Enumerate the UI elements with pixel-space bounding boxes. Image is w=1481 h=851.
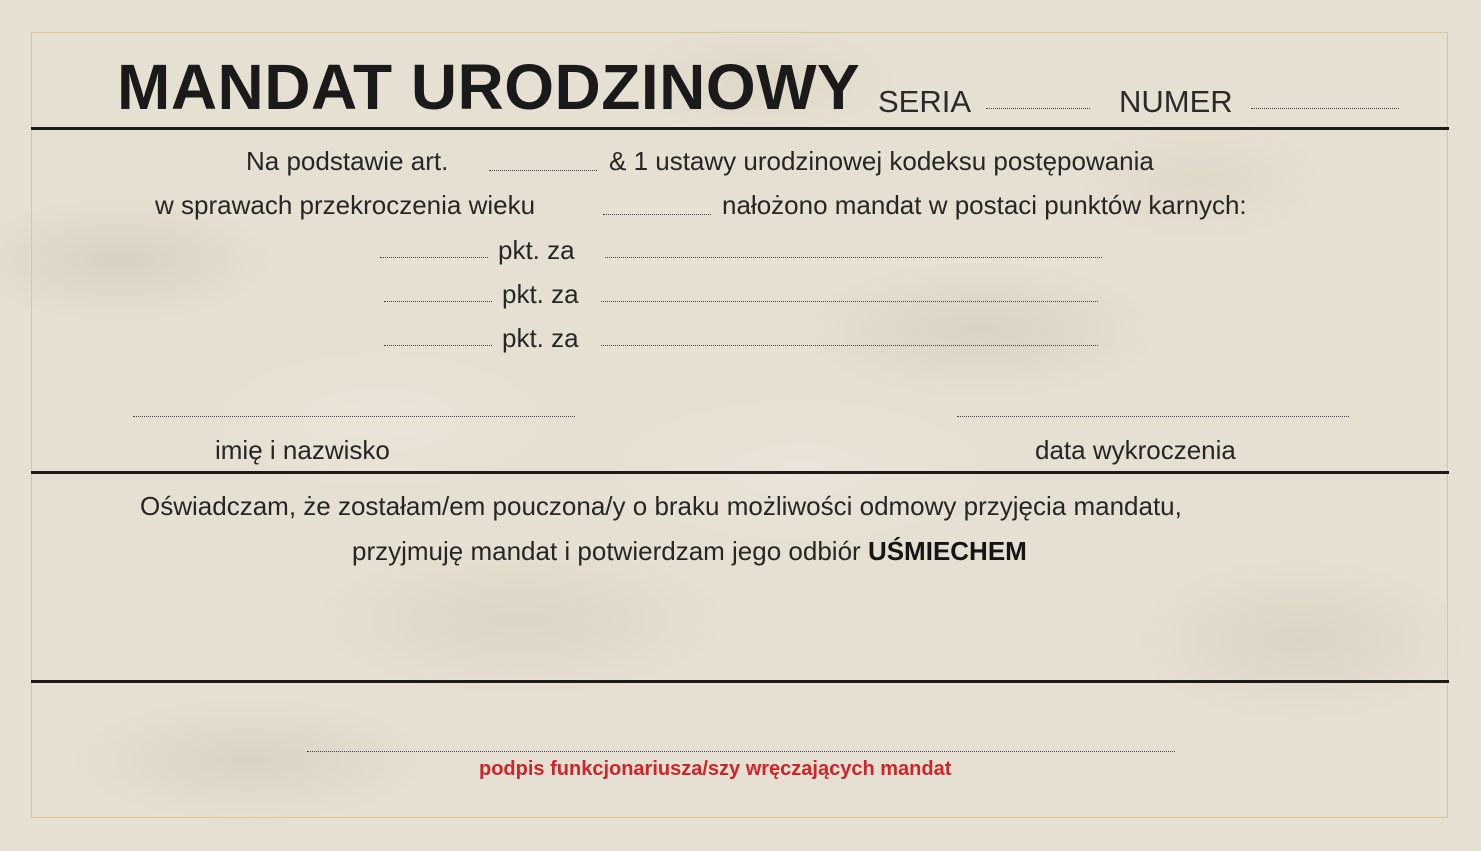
officer-signature-label: podpis funkcjonariusza/szy wręczających mandat	[479, 758, 952, 780]
declaration-line2	[352, 536, 1027, 567]
header-divider	[31, 127, 1449, 130]
age-field[interactable]	[603, 214, 711, 215]
date-field[interactable]	[957, 416, 1349, 417]
points-reason-field-2[interactable]	[601, 301, 1098, 302]
date-label: data wykroczenia	[1035, 435, 1236, 465]
legal-line2-end: nałożono mandat w postaci punktów karnych:	[722, 190, 1247, 220]
points-label-3: pkt. za	[502, 323, 579, 353]
middle-divider	[31, 471, 1449, 474]
name-label: imię i nazwisko	[215, 435, 390, 465]
numer-label: NUMER	[1119, 84, 1233, 119]
points-amount-field-1[interactable]	[380, 257, 488, 258]
name-field[interactable]	[133, 416, 575, 417]
declaration-line1: Oświadczam, że zostałam/em pouczona/y o braku możliwości odmowy przyjęcia mandatu,	[140, 491, 1182, 521]
seria-field[interactable]	[986, 108, 1090, 109]
points-reason-field-3[interactable]	[601, 345, 1098, 346]
points-reason-field-1[interactable]	[605, 257, 1102, 258]
bottom-divider	[31, 680, 1449, 683]
legal-line1-end: & 1 ustawy urodzinowej kodeksu postępowania	[609, 146, 1154, 176]
points-label-1: pkt. za	[498, 235, 575, 265]
document-title: MANDAT URODZINOWY	[117, 51, 861, 123]
legal-line1-start: Na podstawie art.	[246, 146, 449, 176]
seria-label: SERIA	[878, 84, 972, 119]
declaration-line2-text: przyjmuję mandat i potwierdzam jego odbiór	[352, 536, 861, 566]
legal-line2-start: w sprawach przekroczenia wieku	[155, 190, 536, 220]
numer-field[interactable]	[1251, 108, 1399, 109]
declaration-emphasis: UŚMIECHEM	[867, 536, 1027, 566]
points-amount-field-2[interactable]	[384, 301, 492, 302]
points-label-2: pkt. za	[502, 279, 579, 309]
points-amount-field-3[interactable]	[384, 345, 492, 346]
article-field[interactable]	[489, 170, 597, 171]
officer-signature-field[interactable]	[307, 751, 1175, 752]
